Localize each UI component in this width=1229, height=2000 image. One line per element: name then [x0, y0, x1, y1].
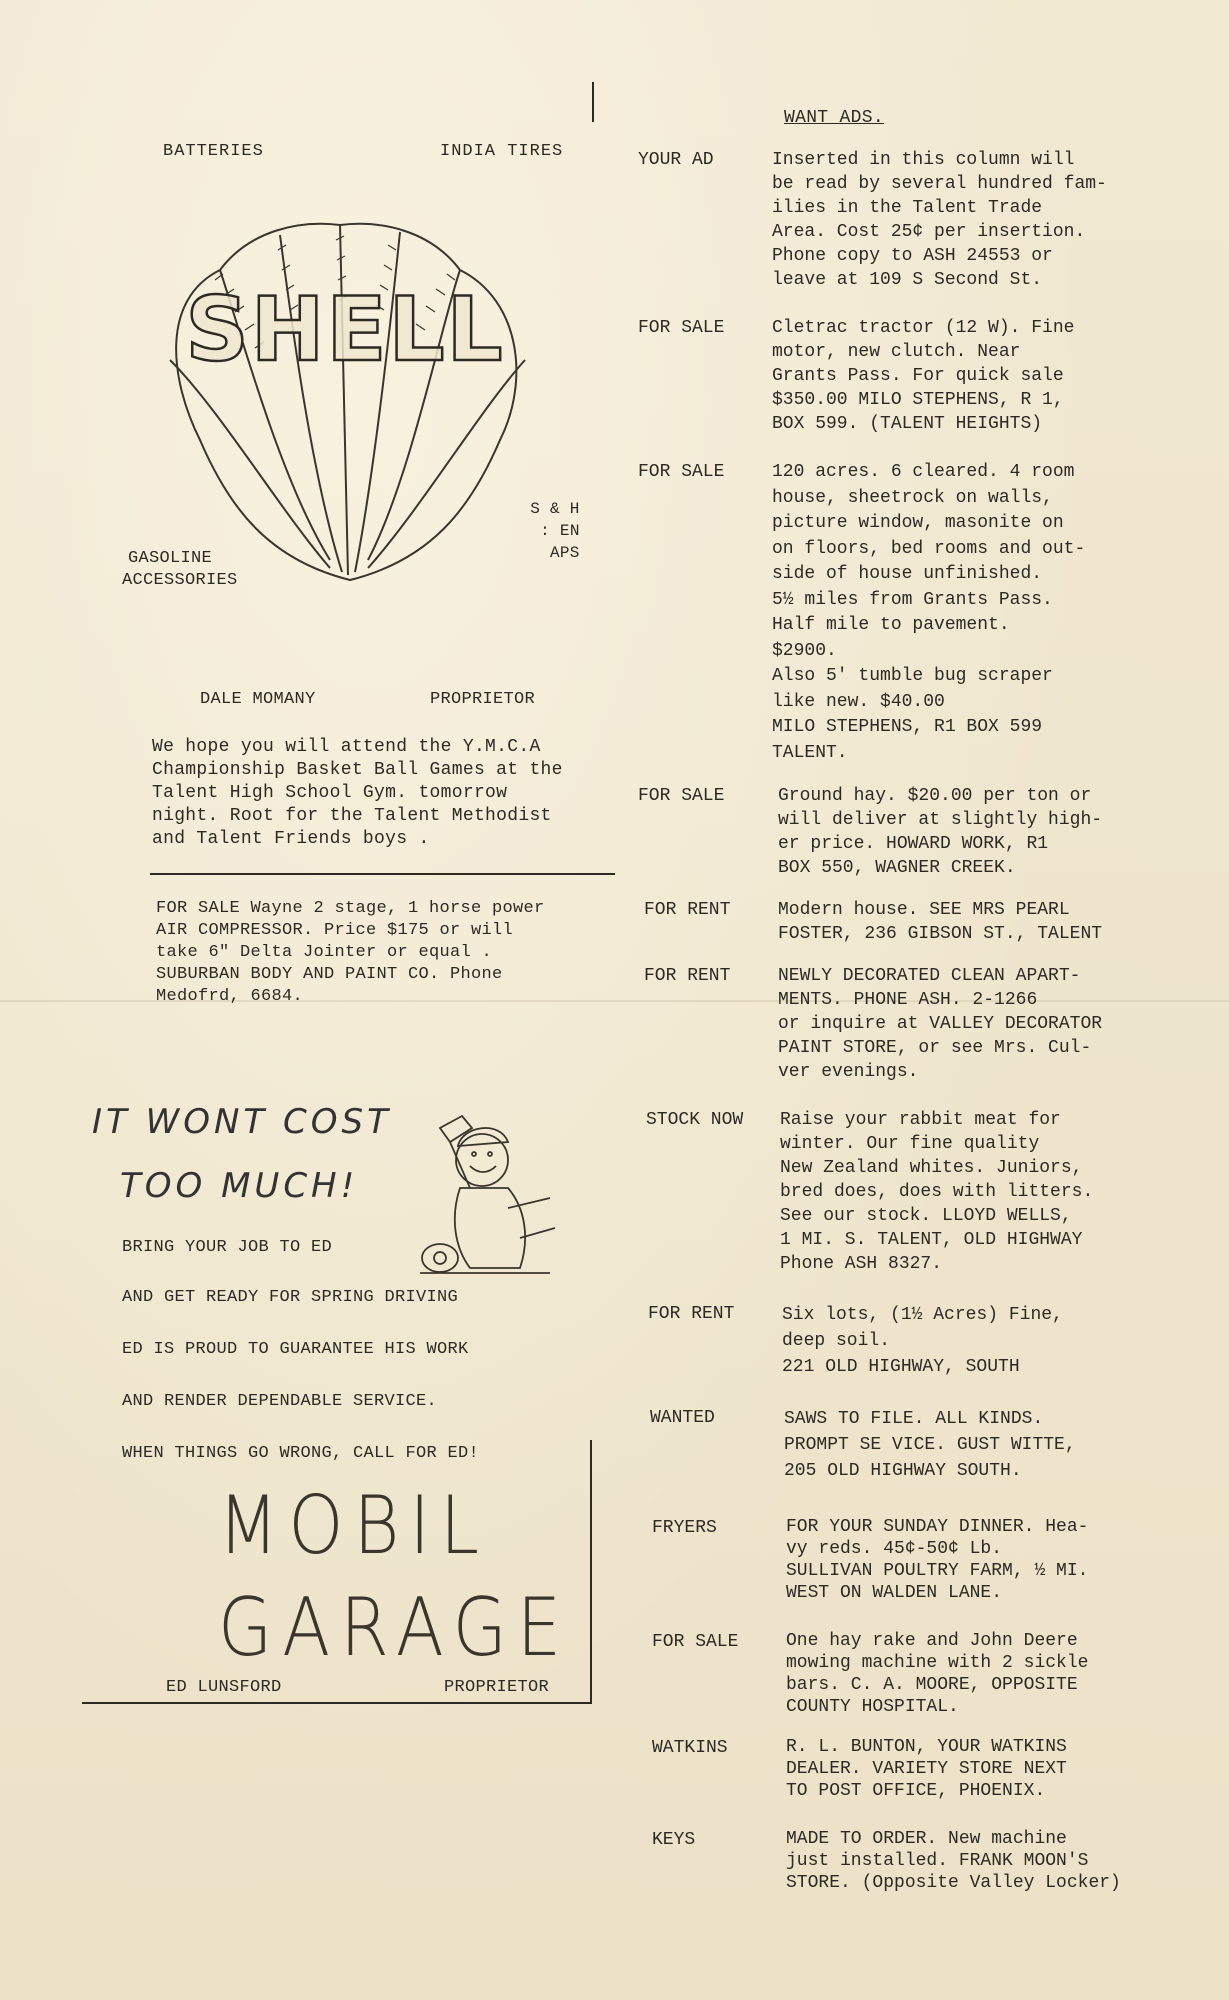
s-h-line: S & H	[530, 500, 580, 518]
s-and-h-label	[522, 498, 580, 564]
ad-body: NEWLY DECORATED CLEAN APART- MENTS. PHONE ASH. 2-1266 or inquire at VALLEY DECORATOR PAINT STORE, or see Mrs. Cul- ver evenings.	[778, 966, 1103, 1082]
ad-category: FOR SALE	[638, 318, 725, 338]
want-ads-heading: WANT ADS.	[784, 108, 884, 128]
ad-line-5: WHEN THINGS GO WRONG, CALL FOR ED!	[122, 1444, 480, 1463]
mobil-right-rule	[590, 1440, 592, 1704]
compressor-ad: FOR SALE Wayne 2 stage, 1 horse power AIR COMPRESSOR. Price $175 or will take 6" Delta Jointer or equal . SUBURBAN BODY AND PAINT CO. Phone Medofrd, 6684.	[156, 899, 545, 1006]
ad-category: STOCK NOW	[646, 1110, 744, 1130]
ad-category: YOUR AD	[638, 150, 714, 170]
gasoline-label: GASOLINE	[128, 549, 213, 568]
gasoline-accessories-label	[122, 548, 238, 592]
stamps-line: APS	[550, 544, 580, 562]
ad-category: WATKINS	[652, 1738, 728, 1758]
ad-body: Inserted in this column will be read by several hundred fam- ilies in the Talent Trade Area. Cost 25¢ per insertion. Phone copy to ASH 24553 or leave at 109 S Second St.	[772, 150, 1107, 290]
ad-category: FOR RENT	[648, 1304, 735, 1324]
batteries-label: BATTERIES	[163, 142, 264, 161]
section-divider	[150, 873, 615, 875]
ad-headline-2: TOO MUCH!	[120, 1166, 359, 1206]
ad-line-3: ED IS PROUD TO GUARANTEE HIS WORK	[122, 1340, 469, 1359]
mobil-wordmark: MOBIL	[218, 1478, 489, 1573]
ad-body: Cletrac tractor (12 W). Fine motor, new clutch. Near Grants Pass. For quick sale $350.00 MILO STEPHENS, R 1, BOX 599. (TALENT HEIGHTS)	[772, 318, 1075, 434]
india-tires-label: INDIA TIRES	[440, 142, 564, 161]
ad-body: Modern house. SEE MRS PEARL FOSTER, 236 GIBSON ST., TALENT	[778, 900, 1103, 944]
proprietor-name: DALE MOMANY	[200, 690, 316, 709]
ad-body: One hay rake and John Deere mowing machine with 2 sickle bars. C. A. MOORE, OPPOSITE COUNTY HOSPITAL.	[786, 1631, 1089, 1717]
ad-body: MADE TO ORDER. New machine just installed. FRANK MOON'S STORE. (Opposite Valley Locker)	[786, 1829, 1121, 1893]
proprietor-title: PROPRIETOR	[430, 690, 536, 709]
ad-body: SAWS TO FILE. ALL KINDS. PROMPT SE VICE. GUST WITTE, 205 OLD HIGHWAY SOUTH.	[784, 1409, 1076, 1481]
ad-body: FOR YOUR SUNDAY DINNER. Hea- vy reds. 45¢-50¢ Lb. SULLIVAN POULTRY FARM, ½ MI. WEST ON WALDEN LANE.	[786, 1517, 1089, 1603]
ad-category: FOR RENT	[644, 966, 731, 986]
ad-category: FRYERS	[652, 1518, 717, 1538]
top-divider-mark	[592, 82, 594, 122]
accessories-label: ACCESSORIES	[122, 571, 238, 590]
ad-line-2: AND GET READY FOR SPRING DRIVING	[122, 1288, 459, 1307]
green-line: : EN	[540, 522, 580, 540]
mechanic-cartoon-icon	[400, 1108, 565, 1283]
garage-wordmark: GARAGE	[218, 1580, 572, 1675]
ad-category: FOR SALE	[652, 1632, 739, 1652]
shell-logo-text: SHELL	[185, 278, 505, 381]
owner-name: ED LUNSFORD	[166, 1678, 282, 1697]
ad-category: KEYS	[652, 1830, 696, 1850]
ad-body: Raise your rabbit meat for winter. Our fine quality New Zealand whites. Juniors, bred does, does with litters. See our stock. LLOYD WELLS, 1 MI. S. TALENT, OLD HIGHWAY Phone ASH 8327.	[780, 1110, 1094, 1274]
ad-body: Six lots, (1½ Acres) Fine, deep soil. 221 OLD HIGHWAY, SOUTH	[782, 1305, 1063, 1377]
ad-category: FOR SALE	[638, 462, 725, 482]
ad-body: R. L. BUNTON, YOUR WATKINS DEALER. VARIETY STORE NEXT TO POST OFFICE, PHOENIX.	[786, 1737, 1067, 1801]
mobil-bottom-rule	[82, 1702, 590, 1704]
ad-line-4: AND RENDER DEPENDABLE SERVICE.	[122, 1392, 438, 1411]
ad-category: FOR SALE	[638, 786, 725, 806]
ad-body: 120 acres. 6 cleared. 4 room house, sheetrock on walls, picture window, masonite on on floors, bed rooms and out- side of house unfinished. 5½ miles from Grants Pass. Half mile to pavement. $2900. Also 5' tumble bug scraper like new. $40.00 MILO STEPHENS, R1 BOX 599 TALENT.	[772, 462, 1086, 763]
ad-body: Ground hay. $20.00 per ton or will deliver at slightly high- er price. HOWARD WORK, R1 BOX 550, WAGNER CREEK.	[778, 786, 1103, 878]
ad-category: FOR RENT	[644, 900, 731, 920]
ad-line-1: BRING YOUR JOB TO ED	[122, 1238, 333, 1257]
owner-title: PROPRIETOR	[444, 1678, 550, 1697]
ad-headline-1: IT WONT COST	[92, 1102, 392, 1142]
ad-category: WANTED	[650, 1408, 715, 1428]
ymca-notice: We hope you will attend the Y.M.C.A Championship Basket Ball Games at the Talent High School Gym. tomorrow night. Root for the Talent Methodist and Talent Friends boys .	[152, 737, 563, 849]
